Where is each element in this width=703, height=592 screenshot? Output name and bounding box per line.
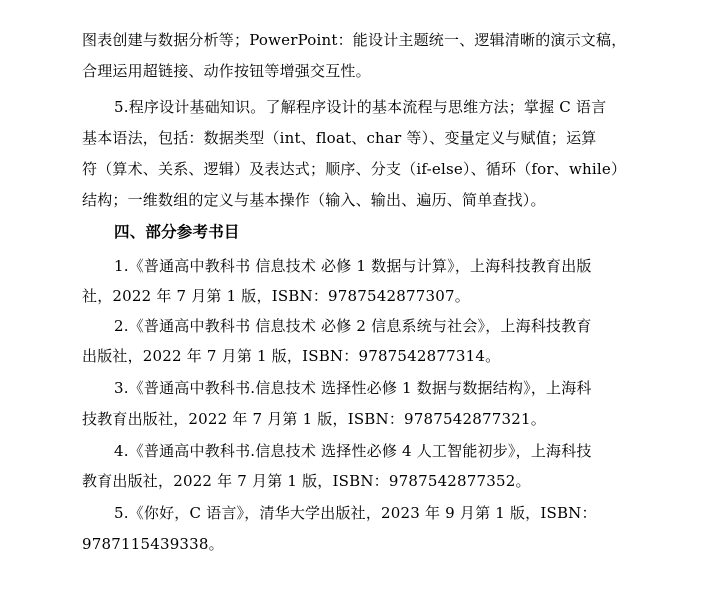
paragraph-line: 基本语法，包括：数据类型（int、float、char 等）、变量定义与赋值；运算 [82,129,597,147]
reference-line: 5.《你好，C 语言》，清华大学出版社，2023 年 9 月第 1 版，ISBN： [114,504,597,522]
section-heading: 四、部分参考书目 [114,223,240,241]
reference-line: 社，2022 年 7 月第 1 版，ISBN：9787542877307。 [82,287,470,305]
paragraph-line: 结构；一维数组的定义与基本操作（输入、输出、遍历、简单查找）。 [82,191,546,209]
paragraph-line: 图表创建与数据分析等；PowerPoint：能设计主题统一、逻辑清晰的演示文稿， [82,31,627,49]
reference-line: 技教育出版社，2022 年 7 月第 1 版，ISBN：9787542877321。 [82,410,546,428]
reference-line: 出版社，2022 年 7 月第 1 版，ISBN：9787542877314。 [82,347,501,365]
reference-line: 3.《普通高中教科书.信息技术 选择性必修 1 数据与数据结构》，上海科 [114,379,592,397]
reference-line: 教育出版社，2022 年 7 月第 1 版，ISBN：9787542877352。 [82,472,531,490]
paragraph-line: 符（算术、关系、逻辑）及表达式；顺序、分支（if-else）、循环（for、while） [82,160,627,178]
reference-line: 9787115439338。 [82,535,224,553]
reference-line: 4.《普通高中教科书.信息技术 选择性必修 4 人工智能初步》，上海科技 [114,442,592,460]
paragraph-line: 合理运用超链接、动作按钮等增强交互性。 [82,62,371,80]
paragraph-line: 5.程序设计基础知识。了解程序设计的基本流程与思维方法；掌握 C 语言 [114,98,607,116]
reference-line: 2.《普通高中教科书 信息技术 必修 2 信息系统与社会》，上海科技教育 [114,317,592,335]
reference-line: 1.《普通高中教科书 信息技术 必修 1 数据与计算》，上海科技教育出版 [114,257,592,275]
